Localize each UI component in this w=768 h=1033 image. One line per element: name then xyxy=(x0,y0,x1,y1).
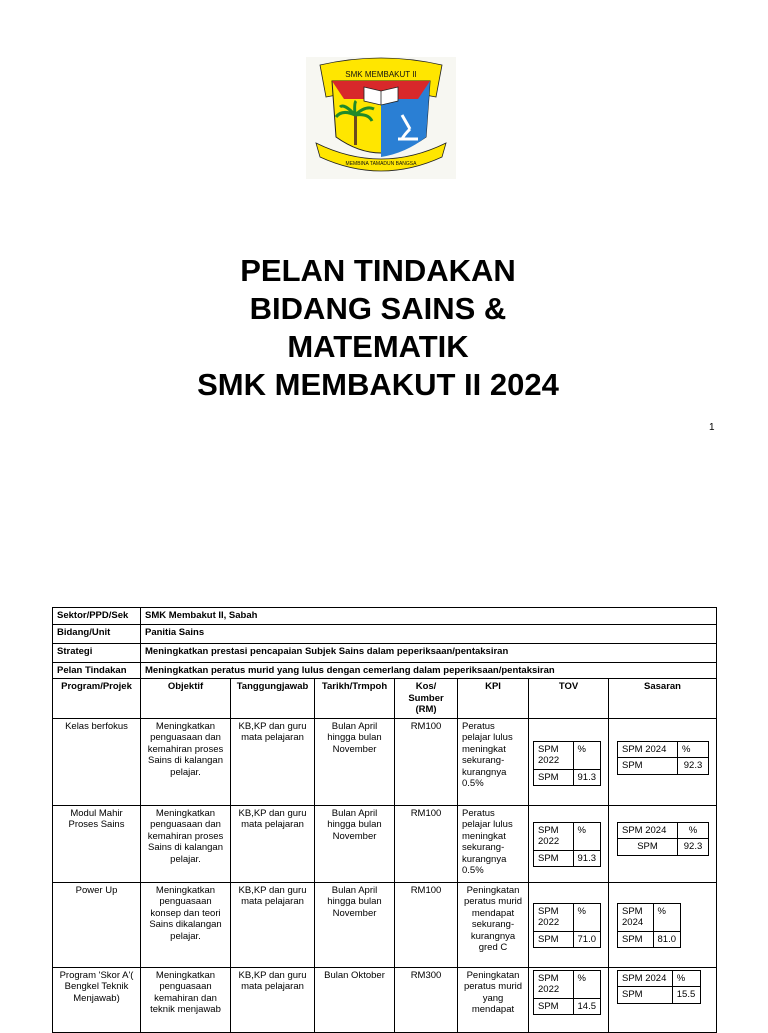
spm-value: 92.3 xyxy=(678,839,709,856)
program-cell: Modul Mahir Proses Sains xyxy=(53,805,141,882)
page-number: 1 xyxy=(709,422,715,433)
spm-label: SPM 2024 xyxy=(618,741,678,758)
spm-value: 14.5 xyxy=(573,998,601,1015)
tov-cell xyxy=(529,718,609,805)
pct-label: % xyxy=(678,741,709,758)
header-kos: Kos/ Sumber (RM) xyxy=(395,679,458,719)
kos-cell: RM100 xyxy=(395,882,458,967)
info-value: Meningkatkan prestasi pencapaian Subjek Sains dalam peperiksaan/pentaksiran xyxy=(141,643,717,662)
table-row xyxy=(53,967,717,1032)
spm-label: SPM xyxy=(534,998,574,1015)
header-objektif: Objektif xyxy=(141,679,231,719)
program-cell: Power Up xyxy=(53,882,141,967)
info-row-bidang xyxy=(53,624,717,643)
sasaran-cell xyxy=(609,805,717,882)
info-label: Bidang/Unit xyxy=(53,624,141,643)
school-logo xyxy=(306,57,456,179)
spm-label: SPM 2022 xyxy=(534,970,574,998)
program-cell: Program 'Skor A'( Bengkel Teknik Menjawab) xyxy=(53,967,141,1032)
header-tanggungjawab: Tanggungjawab xyxy=(231,679,315,719)
info-value: Meningkatkan peratus murid yang lulus dengan cemerlang dalam peperiksaan/pentaksiran xyxy=(141,662,717,679)
tov-cell xyxy=(529,967,609,1032)
header-kpi: KPI xyxy=(458,679,529,719)
spm-label: SPM xyxy=(618,931,654,948)
title-line-2: BIDANG SAINS & xyxy=(249,291,507,326)
spm-label: SPM xyxy=(618,758,678,775)
kos-cell: RM100 xyxy=(395,805,458,882)
spm-value: 92.3 xyxy=(678,758,709,775)
spm-label: SPM 2024 xyxy=(618,903,654,931)
table-row xyxy=(53,882,717,967)
tov-mini-table xyxy=(533,741,601,787)
tarikh-cell: Bulan April hingga bulan November xyxy=(315,718,395,805)
spm-value: 91.3 xyxy=(573,850,601,867)
header-tov: TOV xyxy=(529,679,609,719)
info-label: Strategi xyxy=(53,643,141,662)
spm-label: SPM 2024 xyxy=(618,970,673,987)
header-sasaran: Sasaran xyxy=(609,679,717,719)
sasaran-mini-table xyxy=(617,970,701,1004)
sasaran-cell xyxy=(609,718,717,805)
program-cell: Kelas berfokus xyxy=(53,718,141,805)
info-label: Pelan Tindakan xyxy=(53,662,141,679)
kos-cell: RM300 xyxy=(395,967,458,1032)
kpi-cell: Peningkatan peratus murid yang mendapat xyxy=(458,967,529,1032)
sasaran-mini-table xyxy=(617,741,709,775)
header-program: Program/Projek xyxy=(53,679,141,719)
spm-label: SPM 2022 xyxy=(534,903,574,931)
action-plan-table xyxy=(52,607,717,1033)
spm-label: SPM 2024 xyxy=(618,822,678,839)
info-value: SMK Membakut II, Sabah xyxy=(141,608,717,625)
tarikh-cell: Bulan April hingga bulan November xyxy=(315,805,395,882)
objektif-cell: Meningkatkan penguasaan dan kemahiran proses Sains di kalangan pelajar. xyxy=(141,805,231,882)
header-tarikh: Tarikh/Trmpoh xyxy=(315,679,395,719)
document-title xyxy=(0,252,756,404)
objektif-cell: Meningkatkan penguasaan kemahiran dan teknik menjawab xyxy=(141,967,231,1032)
tanggungjawab-cell: KB,KP dan guru mata pelajaran xyxy=(231,805,315,882)
sasaran-cell xyxy=(609,967,717,1032)
pct-label: % xyxy=(678,822,709,839)
pct-label: % xyxy=(573,970,601,998)
kpi-cell: Peningkatan peratus murid mendapat sekurang-kurangnya gred C xyxy=(458,882,529,967)
spm-value: 81.0 xyxy=(653,931,681,948)
tanggungjawab-cell: KB,KP dan guru mata pelajaran xyxy=(231,967,315,1032)
kpi-cell: Peratus pelajar lulus meningkat sekurang-kurangnya 0.5% xyxy=(458,718,529,805)
tov-cell xyxy=(529,882,609,967)
spm-value: 15.5 xyxy=(672,987,700,1004)
spm-label: SPM xyxy=(534,769,574,786)
spm-value: 91.3 xyxy=(573,769,601,786)
table-row xyxy=(53,718,717,805)
sasaran-mini-table xyxy=(617,822,709,856)
table-row xyxy=(53,805,717,882)
header-row xyxy=(53,679,717,719)
tarikh-cell: Bulan April hingga bulan November xyxy=(315,882,395,967)
pct-label: % xyxy=(653,903,681,931)
info-row-strategi xyxy=(53,643,717,662)
logo-top-text: SMK MEMBAKUT II xyxy=(345,70,417,79)
title-line-3: MATEMATIK xyxy=(287,329,469,364)
tov-cell xyxy=(529,805,609,882)
sasaran-mini-table xyxy=(617,903,681,949)
title-line-1: PELAN TINDAKAN xyxy=(240,253,516,288)
spm-label: SPM xyxy=(534,931,574,948)
spm-value: 71.0 xyxy=(573,931,601,948)
logo-motto-text: MEMBINA TAMADUN BANGSA xyxy=(345,161,417,167)
title-line-4: SMK MEMBAKUT II 2024 xyxy=(197,367,559,402)
spm-label: SPM xyxy=(534,850,574,867)
tanggungjawab-cell: KB,KP dan guru mata pelajaran xyxy=(231,882,315,967)
tov-mini-table xyxy=(533,903,601,949)
pct-label: % xyxy=(573,741,601,769)
pct-label: % xyxy=(573,822,601,850)
spm-label: SPM xyxy=(618,839,678,856)
info-value: Panitia Sains xyxy=(141,624,717,643)
spm-label: SPM xyxy=(618,987,673,1004)
spm-label: SPM 2022 xyxy=(534,822,574,850)
spm-label: SPM 2022 xyxy=(534,741,574,769)
tanggungjawab-cell: KB,KP dan guru mata pelajaran xyxy=(231,718,315,805)
tarikh-cell: Bulan Oktober xyxy=(315,967,395,1032)
kpi-cell: Peratus pelajar lulus meningkat sekurang-kurangnya 0.5% xyxy=(458,805,529,882)
info-row-pelan xyxy=(53,662,717,679)
info-label: Sektor/PPD/Sek xyxy=(53,608,141,625)
tov-mini-table xyxy=(533,822,601,868)
objektif-cell: Meningkatkan penguasaan konsep dan teori Sains dikalangan pelajar. xyxy=(141,882,231,967)
sasaran-cell xyxy=(609,882,717,967)
pct-label: % xyxy=(573,903,601,931)
pct-label: % xyxy=(672,970,700,987)
kos-cell: RM100 xyxy=(395,718,458,805)
info-row-sektor xyxy=(53,608,717,625)
tov-mini-table xyxy=(533,970,601,1016)
objektif-cell: Meningkatkan penguasaan dan kemahiran proses Sains di kalangan pelajar. xyxy=(141,718,231,805)
